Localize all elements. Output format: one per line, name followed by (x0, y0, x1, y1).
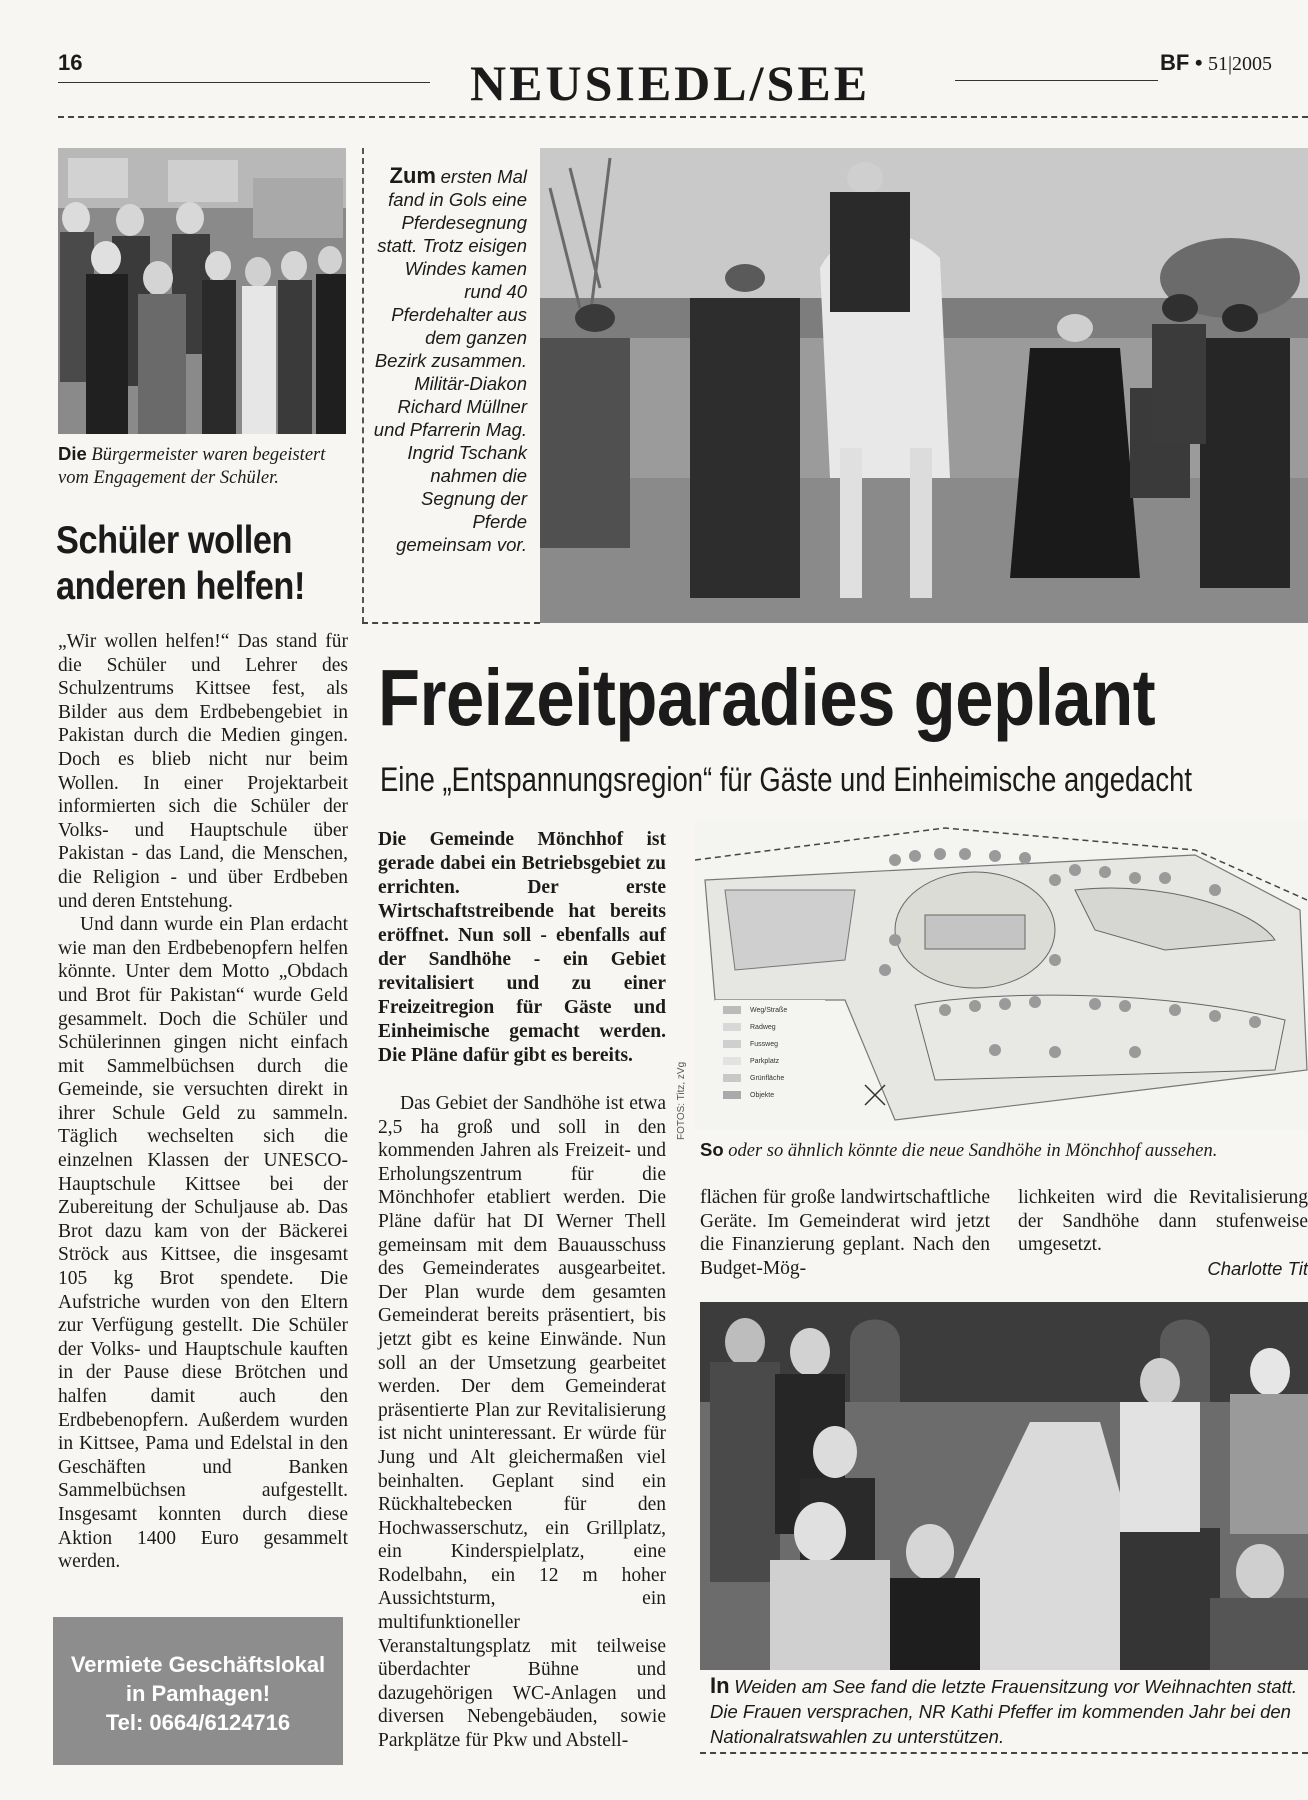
caption-lead-word: In (710, 1673, 730, 1698)
article-body-schueler (58, 630, 348, 1574)
article-body-col3 (1018, 1186, 1308, 1257)
publication-brand: BF (1160, 50, 1190, 75)
site-plan-caption (700, 1138, 1308, 1163)
photo-credit: FOTOS: Titz, zVg (676, 1061, 687, 1140)
women-photo-caption (710, 1674, 1308, 1750)
publication-issue: 51|2005 (1208, 53, 1273, 75)
header-rule-left (58, 82, 430, 83)
legend-label: Weg/Straße (750, 1007, 788, 1014)
caption-text: oder so ähnlich könnte die neue Sandhöhe in Mönchhof aussehen. (728, 1141, 1218, 1161)
ad-line-3: Tel: 0664/6124716 (105, 1710, 291, 1735)
legend-label: Radweg (750, 1024, 776, 1031)
photo-women-meeting-image (700, 1302, 1308, 1670)
article-paragraph: Das Gebiet der Sandhöhe ist etwa 2,5 ha groß und soll in den kommenden Jahren als Freizeit- und Erholungszentrum für die Mönchhofer etabliert werden. Die Pläne dafür hat DI Werner Thell gemeinsam mit dem Bauausschuss des Gemeinderates ausgearbeitet. Der Plan wurde dem gesamten Gemeinderat bereits präsentiert, bis jetzt gibt es keine Einwände. Nun soll an der Umsetzung gearbeitet werden. Der dem Gemeinderat präsentierte Plan zur Revitalisierung ist nicht uninteressant. Er würde für Jung und Alt gleichermaßen viel beinhalten. Geplant sind ein Rückhaltebecken für den Hochwasserschutz, ein Grillplatz, ein Kinderspielplatz, eine Rodelbahn, ein 12 m hoher Aussichtsturm, ein multifunktioneller Veranstaltungsplatz mit teilweise überdachter Bühne und dazugehörigen WC-Anlagen und diversen Nebengebäuden, sowie Parkplätze für Pkw und Abstell- (378, 1093, 666, 1752)
bullet: • (1194, 50, 1203, 75)
caption-lead-word: Die (58, 443, 87, 464)
classified-ad-box (53, 1617, 343, 1765)
caption-lead-word: So (700, 1139, 724, 1160)
caption-text: Weiden am See fand die letzte Frauensitzung vor Weihnachten statt. Die Frauen versprachen, NR Kathi Pfeffer im kommenden Jahr bei den Nationalratswahlen zu unterstützen. (710, 1676, 1298, 1747)
horse-caption (372, 165, 527, 557)
lead-paragraph: Die Gemeinde Mönchhof ist gerade dabei ein Betriebsgebiet zu errichten. Der erste Wirtschaftstreibende hat bereits eröffnet. Nun soll - ebenfalls auf der Sandhöhe - ein Gebiet revitalisiert und zu einer Freizeitregion für Gäste und Einheimische gemacht werden. Die Pläne dafür gibt es bereits. (378, 829, 666, 1066)
article-body-col2 (700, 1186, 990, 1280)
page-number: 16 (58, 50, 83, 75)
article-body-col1 (378, 1092, 666, 1753)
header-rule-right (955, 80, 1158, 81)
legend-label: Objekte (750, 1092, 775, 1099)
article-subheadline: Eine „Entspannungsregion“ für Gäste und Einheimische angedacht (380, 761, 1192, 799)
article-paragraph: lichkeiten wird die Revitalisierung der Sandhöhe dann stufenweise umgesetzt. (1018, 1187, 1308, 1256)
photo-mayors-students-image (58, 148, 346, 434)
photo-mayors-students (58, 148, 346, 434)
caption-text: Bürgermeister waren begeistert vom Engagement der Schüler. (58, 445, 326, 488)
photo-dashed-divider (362, 148, 364, 623)
article-headline-schueler: Schüler wollen anderen helfen! (56, 519, 305, 608)
caption-lead-word: Zum (389, 163, 436, 188)
photo-horse-blessing (540, 148, 1308, 623)
publication-tag (1160, 50, 1272, 76)
legend-label: Fussweg (750, 1041, 779, 1048)
article-paragraph: „Wir wollen helfen!“ Das stand für die Schüler und Lehrer des Schulzentrums Kittsee fest, als Bilder aus dem Erdbebengebiet in Pakistan durch die Medien gingen. Doch es blieb nicht nur beim Wollen. In einer Projektarbeit informierten sich die Schüler der Volks- und Hauptschule über Pakistan - das Land, die Menschen, die Religion - und über Erdbeben und deren Entstehung. (58, 631, 348, 912)
ad-line-2: in Pamhagen! (125, 1681, 271, 1706)
article-paragraph: Und dann wurde ein Plan erdacht wie man den Erdbebenopfern helfen könnte. Unter dem Motto „Obdach und Brot für Pakistan“ wurde Geld gesammelt. Doch die Schüler und Schülerinnen gingen nicht einfach mit Sammelbüchsen durch die Gemeinde, sie versuchten direkt in ihrer Schule Geld zu sammeln. Täglich wechselten sich die einzelnen Klassen der UNESCO-Hauptschule Kittsee bei der Zubereitung der Schuljause ab. Das Brot dazu kam von der Bäckerei Ströck aus Kittsee, die insgesamt 105 kg Brot spendete. Die Aufstriche wurden von den Eltern zur Verfügung gestellt. Die Schüler der Volks- und Hauptschule kauften in der Pause diese Brötchen und halfen damit auch den Erdbebenopfern. Außerdem wurden in Kittsee, Pama und Edelstal in den Geschäften und Banken Sammelbüchsen aufgestellt. Insgesamt konnten durch diese Aktion 1400 Euro gesammelt werden. (58, 914, 348, 1573)
article-author: Charlotte Tit (1207, 1258, 1308, 1279)
photo-women-meeting (700, 1302, 1308, 1670)
photo-dashed-rule (362, 622, 540, 624)
legend-label: Grünfläche (750, 1075, 785, 1082)
article-paragraph: flächen für große landwirtschaftliche Geräte. Im Gemeinderat wird jetzt die Finanzierung geplant. Nach den Budget-Mög- (700, 1187, 990, 1279)
women-caption-dashed-rule (700, 1752, 1308, 1754)
legend-label: Parkplatz (750, 1058, 780, 1065)
header-dashed-divider (58, 116, 1308, 118)
article-headline-freizeitparadies: Freizeitparadies geplant (378, 653, 1156, 742)
site-plan (695, 820, 1308, 1130)
photo-horse-blessing-image (540, 148, 1308, 623)
caption-text: ersten Mal fand in Gols eine Pferdesegnung statt. Trotz eisigen Windes kamen rund 40 Pferdehalter aus dem ganzen Bezirk zusammen. Militär-Diakon Richard Müllner und Pfarrerin Mag. Ingrid Tschank nahmen die Segnung der Pferde gemeinsam vor. (373, 166, 527, 555)
photo-caption-mayors (58, 442, 348, 490)
article-lead (378, 828, 666, 1068)
ad-line-1: Vermiete Geschäftslokal (70, 1652, 326, 1677)
plan-legend-labels (750, 1002, 787, 1104)
section-title: NEUSIEDL/SEE (470, 55, 871, 111)
